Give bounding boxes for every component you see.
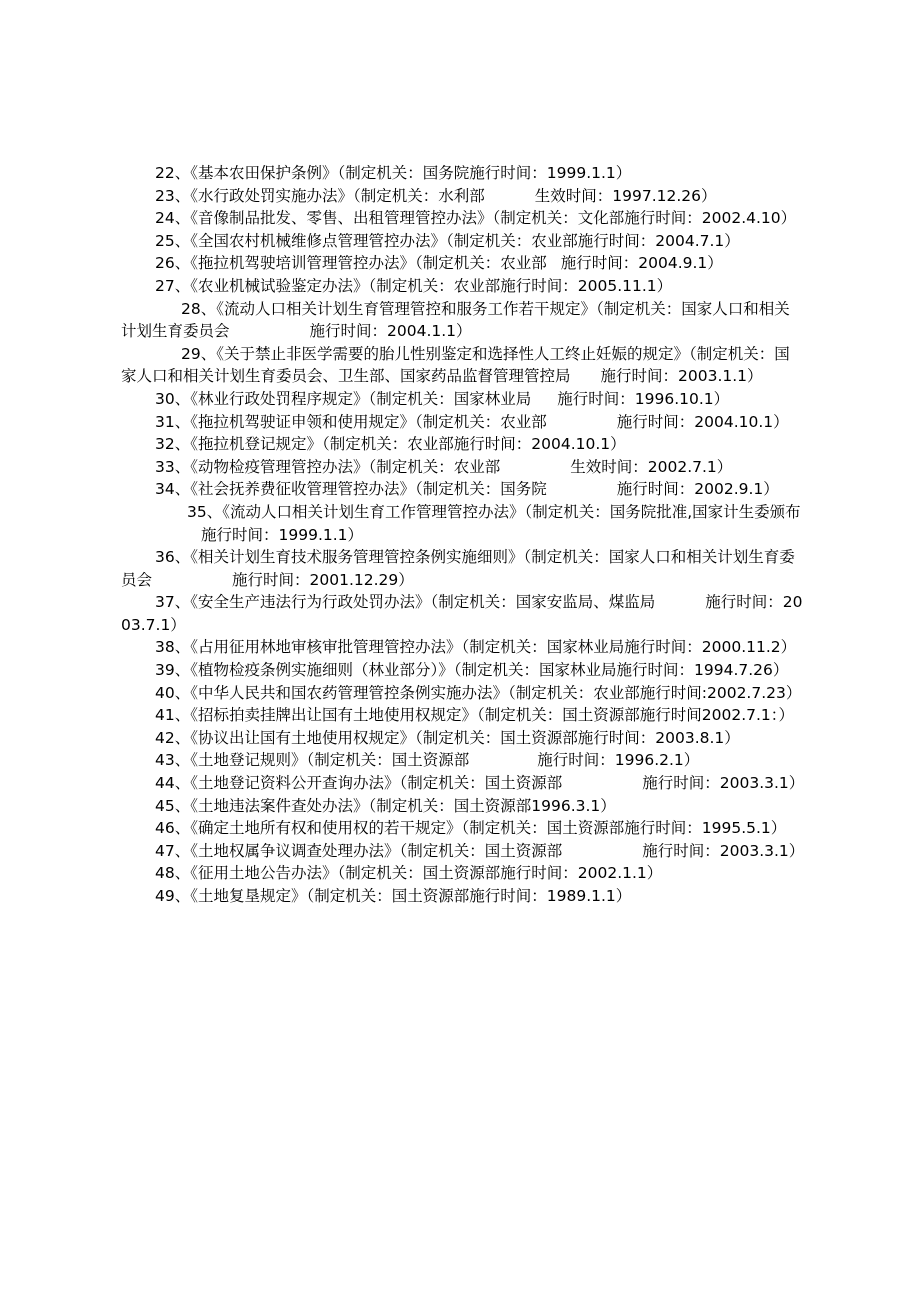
list-item: 32、《拖拉机登记规定》（制定机关：农业部施行时间：2004.10.1）	[155, 435, 626, 454]
list-item: 30、《林业行政处罚程序规定》（制定机关：国家林业局 施行时间：1996.10.1）	[155, 389, 730, 408]
list-item: 26、《拖拉机驾驶培训管理管控办法》（制定机关：农业部 施行时间：2004.9.1）	[155, 254, 723, 273]
list-item: 47、《土地权属争议调查处理办法》（制定机关：国土资源部 施行时间：2003.3.1）	[155, 841, 805, 860]
list-item: 41、《招标拍卖挂牌出让国有土地使用权规定》（制定机关：国土资源部施行时间2002.7.1：）	[155, 706, 795, 725]
list-item: 37、《安全生产违法行为行政处罚办法》（制定机关：国家安监局、煤监局 施行时间：2003.7.1）	[121, 593, 803, 634]
list-item: 38、《占用征用林地审核审批管理管控办法》（制定机关：国家林业局施行时间：2000.11.2）	[155, 638, 797, 657]
list-item: 42、《协议出让国有土地使用权规定》（制定机关：国土资源部施行时间：2003.8.1）	[155, 728, 740, 747]
list-item: 34、《社会抚养费征收管理管控办法》（制定机关：国务院 施行时间：2002.9.1）	[155, 480, 779, 499]
list-item: 22、《基本农田保护条例》（制定机关：国务院施行时间：1999.1.1）	[155, 164, 632, 182]
list-item: 45、《土地违法案件查处办法》（制定机关：国土资源部1996.3.1）	[155, 796, 616, 815]
list-item: 25、《全国农村机械维修点管理管控办法》（制定机关：农业部施行时间：2004.7.1）	[155, 231, 740, 250]
list-item: 39、《植物检疫条例实施细则（林业部分）》（制定机关：国家林业局施行时间：1994.7.26）	[155, 661, 789, 680]
list-item: 31、《拖拉机驾驶证申领和使用规定》（制定机关：农业部 施行时间：2004.10.1）	[155, 412, 789, 431]
list-item: 24、《音像制品批发、零售、出租管理管控办法》（制定机关：文化部施行时间：2002.4.10）	[155, 209, 797, 228]
list-item: 49、《土地复垦规定》（制定机关：国土资源部施行时间：1989.1.1）	[155, 887, 632, 905]
list-item: 23、《水行政处罚实施办法》（制定机关：水利部 生效时间：1997.12.26）	[155, 186, 717, 205]
list-item: 27、《农业机械试验鉴定办法》（制定机关：农业部施行时间：2005.11.1）	[155, 276, 673, 295]
list-item: 35、《流动人口相关计划生育工作管理管控办法》（制定机关：国务院批准,国家计生委颁布施行时间：1999.1.1）	[187, 502, 801, 544]
list-item: 28、《流动人口相关计划生育管理管控和服务工作若干规定》（制定机关：国家人口和相关计划生育委员会 施行时间：2004.1.1）	[121, 299, 790, 341]
list-item: 43、《土地登记规则》（制定机关：国土资源部 施行时间：1996.2.1）	[155, 751, 700, 770]
list-item: 33、《动物检疫管理管控办法》（制定机关：农业部 生效时间：2002.7.1）	[155, 457, 733, 476]
list-item: 36、《相关计划生育技术服务管理管控条例实施细则》（制定机关：国家人口和相关计划生育委员会 施行时间：2001.12.29）	[121, 548, 795, 589]
list-item: 46、《确定土地所有权和使用权的若干规定》（制定机关：国土资源部施行时间：1995.5.1）	[155, 819, 787, 838]
regulation-list	[121, 162, 805, 908]
list-item: 29、《关于禁止非医学需要的胎儿性别鉴定和选择性人工终止妊娠的规定》（制定机关：国家人口和相关计划生育委员会、卫生部、国家药品监督管理管控局 施行时间：2003.1.1）	[121, 344, 790, 386]
list-item: 40、《中华人民共和国农药管理管控条例实施办法》（制定机关：农业部施行时间:2002.7.23）	[155, 683, 802, 702]
list-item: 48、《征用土地公告办法》（制定机关：国土资源部施行时间：2002.1.1）	[155, 864, 663, 883]
list-item: 44、《土地登记资料公开查询办法》（制定机关：国土资源部 施行时间：2003.3.1）	[155, 774, 805, 793]
